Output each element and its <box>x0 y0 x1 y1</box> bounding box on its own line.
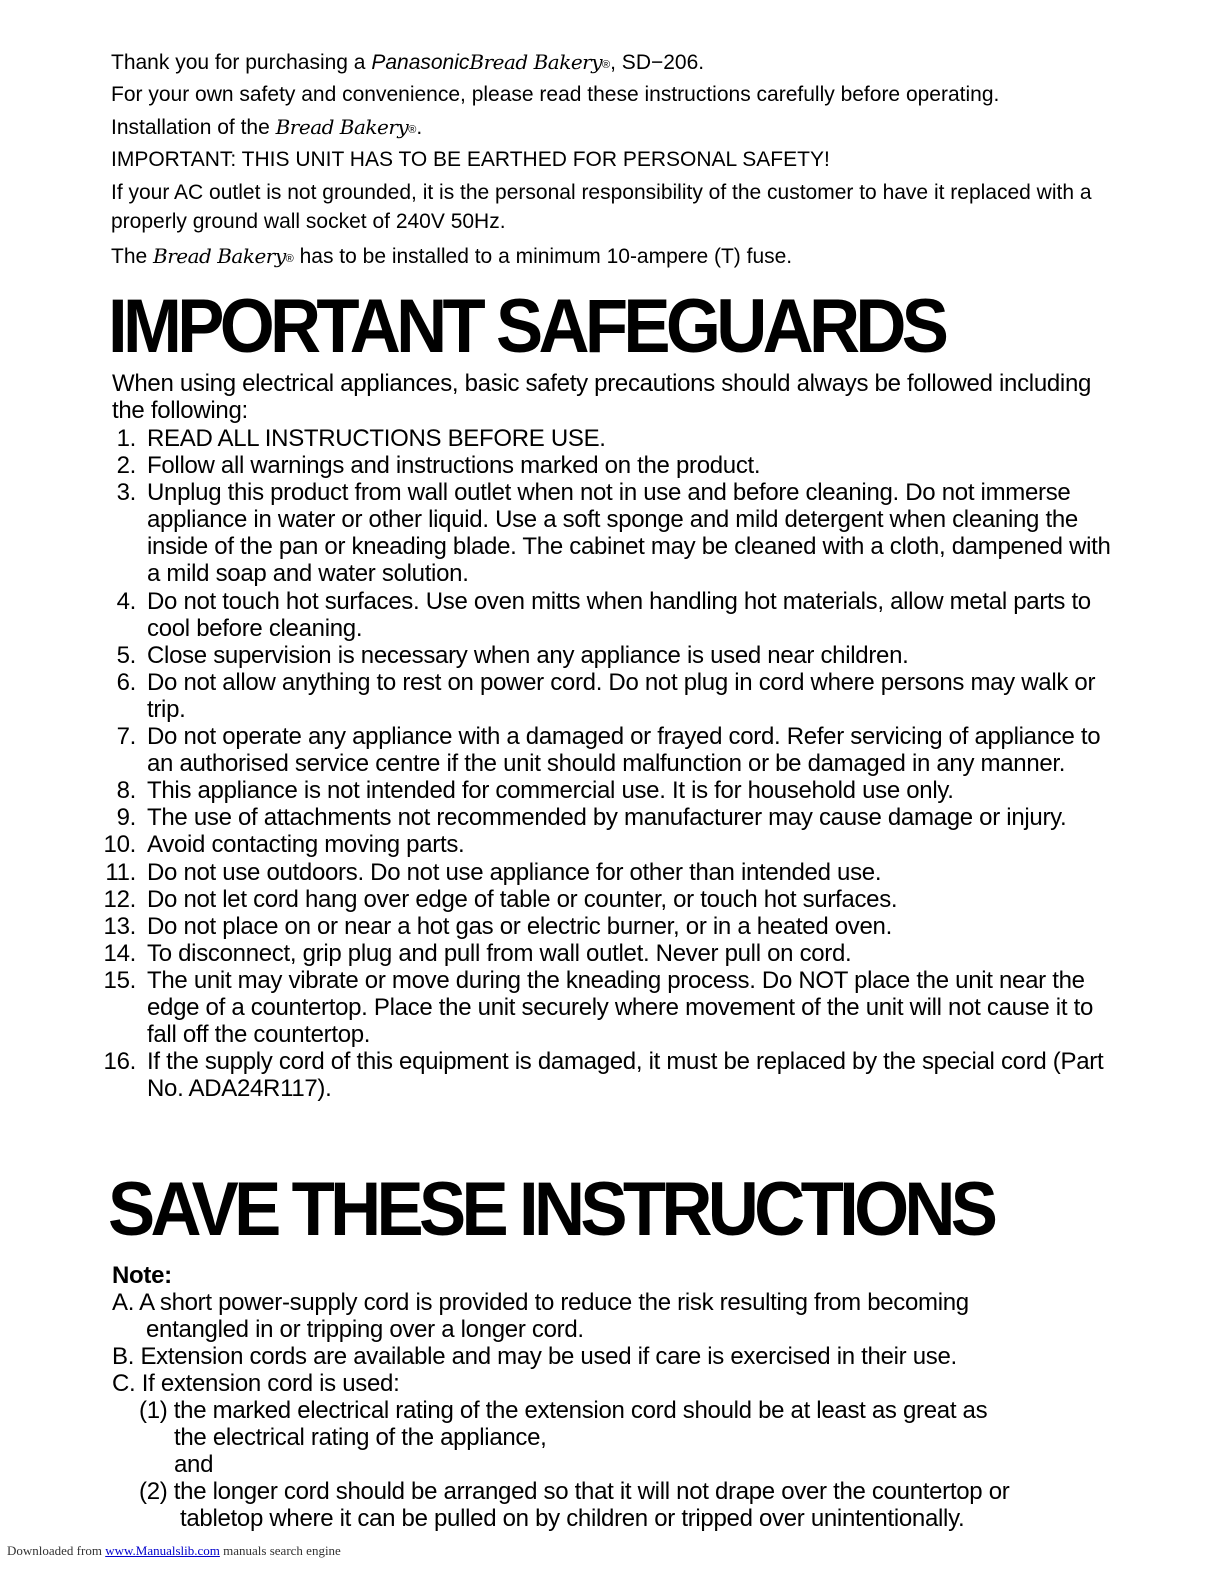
brand-name: Panasonic <box>371 51 470 74</box>
note-section <box>112 1262 1112 1532</box>
intro-thanks-text: Thank you for purchasing a <box>111 51 372 74</box>
note-title: Note: <box>112 1262 172 1289</box>
model-number: , SD−206. <box>610 51 705 74</box>
item-text: Do not place on or near a hot gas or electric burner, or in a heated oven. <box>147 912 892 940</box>
item-text: The unit may vibrate or move during the kneading process. Do NOT place the unit near the edge of a countertop. Place the unit securely where movement of the unit will not cause it to fall off the countertop. <box>147 966 1093 1049</box>
item-text: Avoid contacting moving parts. <box>147 831 465 859</box>
footer <box>7 1543 341 1559</box>
item-text: Do not operate any appliance with a damaged or frayed cord. Refer servicing of appliance to an authorised service centre if the unit should malfunction or be damaged in any manner. <box>147 723 1101 778</box>
note-c1-cont: the electrical rating of the appliance, <box>174 1424 547 1451</box>
item-number: 14. <box>103 939 136 967</box>
registered-mark: ® <box>602 59 611 71</box>
item-text: The use of attachments not recommended by manufacturer may cause damage or injury. <box>147 804 1067 832</box>
item-text: Do not use outdoors. Do not use appliance for other than intended use. <box>147 858 882 886</box>
list-item <box>96 669 1116 723</box>
list-item <box>96 886 1116 913</box>
save-instructions-heading: SAVE THESE INSTRUCTIONS <box>108 1167 994 1252</box>
note-c: C. If extension cord is used: <box>112 1370 400 1397</box>
item-number: 12. <box>103 885 136 913</box>
item-number: 15. <box>103 966 136 994</box>
safeguards-list <box>96 425 1116 1102</box>
list-item <box>96 723 1116 777</box>
registered-mark: ® <box>408 124 417 136</box>
safeguards-heading: IMPORTANT SAFEGUARDS <box>108 284 945 369</box>
footer-prefix: Downloaded from <box>7 1543 106 1558</box>
footer-suffix: manuals search engine <box>219 1543 341 1558</box>
item-text: To disconnect, grip plug and pull from wall outlet. Never pull on cord. <box>147 939 852 967</box>
manualslib-link[interactable]: www.Manualslib.com <box>105 1543 220 1558</box>
list-item <box>96 1048 1116 1102</box>
item-number: 7. <box>116 723 136 751</box>
intro-section <box>111 48 1131 274</box>
note-and: and <box>174 1451 214 1478</box>
list-item <box>96 831 1116 858</box>
product-script-logo: Bread Bakery <box>469 50 603 74</box>
list-item <box>96 913 1116 940</box>
item-number: 13. <box>103 912 136 940</box>
item-number: 3. <box>116 479 136 507</box>
note-c2: (2) the longer cord should be arranged so that it will not drape over the countertop or <box>139 1478 1010 1505</box>
note-a: A. A short power-supply cord is provided to reduce the risk resulting from becoming <box>112 1289 969 1316</box>
installation-text: Installation of the <box>111 116 276 139</box>
item-number: 16. <box>103 1048 136 1076</box>
intro-read-instructions: For your own safety and convenience, please read these instructions carefully before operating. <box>111 83 1000 106</box>
item-text: Follow all warnings and instructions marked on the product. <box>147 452 761 480</box>
item-number: 8. <box>116 777 136 805</box>
item-number: 9. <box>116 804 136 832</box>
item-number: 1. <box>116 425 136 452</box>
item-number: 10. <box>103 831 136 859</box>
note-a-cont: entangled in or tripping over a longer cord. <box>146 1316 584 1343</box>
note-c2-cont: tabletop where it can be pulled on by children or tripped over unintentionally. <box>180 1505 965 1532</box>
list-item <box>96 642 1116 669</box>
fuse-text-post: has to be installed to a minimum 10-ampere (T) fuse. <box>293 245 793 268</box>
note-c1: (1) the marked electrical rating of the extension cord should be at least as great as <box>139 1397 988 1424</box>
safeguards-intro: When using electrical appliances, basic safety precautions should always be followed including the following: <box>112 370 1092 424</box>
item-text: Do not let cord hang over edge of table or counter, or touch hot surfaces. <box>147 885 898 913</box>
fuse-line <box>111 242 1131 274</box>
list-item <box>96 479 1116 587</box>
ac-outlet-text: If your AC outlet is not grounded, it is the personal responsibility of the customer to have it replaced with a properly ground wall socket of 240V 50Hz. <box>111 181 1092 233</box>
item-text: Close supervision is necessary when any appliance is used near children. <box>147 641 909 669</box>
item-text: This appliance is not intended for commercial use. It is for household use only. <box>147 777 954 805</box>
item-text: Do not touch hot surfaces. Use oven mitts when handling hot materials, allow metal parts to cool before cleaning. <box>147 587 1091 642</box>
registered-mark: ® <box>285 253 294 265</box>
item-number: 2. <box>116 452 136 480</box>
product-script-logo: Bread Bakery <box>275 115 409 139</box>
list-item <box>96 859 1116 886</box>
item-text: READ ALL INSTRUCTIONS BEFORE USE. <box>147 425 606 452</box>
note-b: B. Extension cords are available and may be used if care is exercised in their use. <box>112 1343 957 1370</box>
list-item <box>96 452 1116 479</box>
product-script-logo: Bread Bakery <box>153 244 286 268</box>
fuse-text-pre: The <box>111 245 154 268</box>
installation-period: . <box>416 116 423 139</box>
earth-warning: IMPORTANT: THIS UNIT HAS TO BE EARTHED FOR PERSONAL SAFETY! <box>111 148 830 171</box>
item-number: 11. <box>105 858 136 886</box>
list-item <box>96 967 1116 1048</box>
item-text: Unplug this product from wall outlet when not in use and before cleaning. Do not immerse appliance in water or other liquid. Use a soft sponge and mild detergent when cleaning the inside of the pan or kneading blade. The cabinet may be cleaned with a cloth, dampened with a mild soap and water solution. <box>147 479 1111 588</box>
list-item <box>96 804 1116 831</box>
list-item <box>96 777 1116 804</box>
installation-line <box>111 113 1131 145</box>
list-item <box>96 588 1116 642</box>
item-text: If the supply cord of this equipment is damaged, it must be replaced by the special cord (Part No. ADA24R117). <box>147 1048 1104 1103</box>
list-item <box>96 425 1116 452</box>
intro-thanks <box>111 48 1131 80</box>
item-number: 6. <box>116 668 136 696</box>
item-number: 5. <box>116 641 136 669</box>
item-number: 4. <box>116 587 136 615</box>
list-item <box>96 940 1116 967</box>
item-text: Do not allow anything to rest on power cord. Do not plug in cord where persons may walk or trip. <box>147 668 1096 723</box>
